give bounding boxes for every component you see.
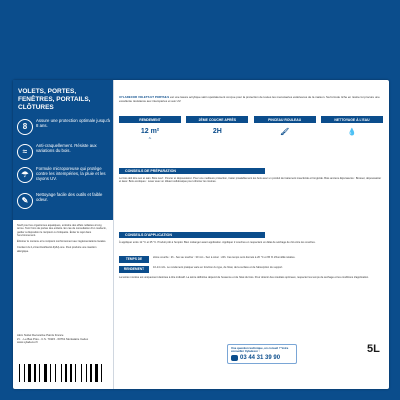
barcode-bar (41, 364, 43, 382)
yield-tab: RENDEMENT (119, 266, 149, 273)
intro-text: est une lasure acrylique satin spécialement conçue pour la protection de toutes les menuiseries extérieures de la maison. Sa formule riche en résine lui procure une excellente résistance aux intempéries et aux UV. (119, 95, 380, 103)
spec-row (119, 116, 383, 158)
benefit-text: Assure une protection optimale jusqu'à 8 ans. (36, 118, 110, 129)
spec-value: 12 m² (140, 128, 160, 135)
barcode-bar (88, 364, 89, 382)
drying-time-tab: TEMPS DE (119, 256, 149, 263)
drying-time-text: 2ème couche : 2h - Sec au toucher : 30 min - Sec à cœur : 24h. Ces temps sont donnés à 20 °C et 65 % d'humidité relative. (153, 256, 296, 259)
safety-paragraph: Contient du 1,2-benzisothiazol-3(2H)-one. Peut produire une réaction allergique. (17, 246, 97, 253)
spec-head: 2ÈME COUCHE APRÈS (186, 116, 248, 123)
barcode-bar (24, 364, 25, 382)
benefit-anti-crack (17, 143, 111, 161)
hotline-number: 03 44 31 39 90 (240, 355, 281, 361)
benefit-text: Nettoyage facile des outils et faible odeur. (36, 192, 103, 203)
product-intro (119, 96, 383, 103)
barcode-bar (83, 364, 85, 382)
spec-cleaning (321, 116, 383, 158)
barcode-bar (101, 364, 102, 382)
crack-icon: ≈ (17, 144, 33, 160)
benefit-protection (17, 118, 111, 136)
barcode-bar (75, 364, 76, 382)
spec-head: NETTOYAGE À L'EAU (321, 116, 383, 123)
barcode-bar (44, 364, 47, 382)
left-panel (13, 80, 114, 389)
product-usage-title: VOLETS, PORTES, FENÊTRES, PORTAILS, CLÔTURES (18, 88, 91, 111)
barcode-bar (50, 364, 51, 382)
right-panel (115, 80, 389, 389)
water-icon: 💧 (347, 129, 357, 136)
brush-roller-icon: 🖌 (280, 129, 290, 136)
prep-section-text: Le bois doit être sec et sain. Bois neuf : Poncer et dépoussiérer. Pour une meilleure protection, traiter préalablement les bois avec un produit de traitement insecticide et fongicide. Bois anciens déjà lasurés : Brosser, dépoussiérer et laver. Bois exotiques : Laver avec un diluant cellulosique pour éliminer les résines. (119, 177, 382, 184)
barcode-bar (103, 364, 105, 382)
benefit-microporous (17, 166, 111, 184)
barcode-bar (68, 364, 69, 382)
barcode-bar (61, 364, 62, 382)
barcode-bar (39, 364, 40, 382)
barcode-bar (55, 364, 56, 382)
product-label (13, 80, 389, 389)
spec-coverage (119, 116, 181, 158)
spec-head: PINCEAU ROULEAU (254, 116, 316, 123)
hotline-question: Une question technique, un conseil ? Votre conseiller Xyladecor : (231, 346, 289, 354)
company-address: Z.I. - Le Bas Prés - C.S. 70115 - 60761 Montataire Cedex (17, 336, 89, 341)
app-section-text: À appliquer entre 12 °C et 25 °C. Produit prêt à l'emploi. Bien mélanger avant application. Appliquer 2 couches en respectant un délai de séchage de 2H entre les couches. (119, 241, 316, 244)
note-text: La teinte montrée est uniquement destinée à titre indicatif. La teinte définitive dépend de l'essence et de l'état du bois. Pour obtenir des résultats optimaux, respecter les temps de séchage et les conditions d'application. (119, 276, 369, 279)
barcode-bar (34, 364, 36, 382)
spec-tools (254, 116, 316, 158)
safety-text (17, 224, 109, 256)
barcode-bar (57, 364, 60, 382)
app-section-title: CONSEILS D'APPLICATION (119, 232, 265, 238)
safety-paragraph: Éliminer le contenu et le récipient conformément aux réglementations locales. (17, 240, 107, 244)
spec-sub: /L (148, 136, 152, 140)
barcode-bar (86, 364, 87, 382)
weather-icon: ☂ (17, 167, 33, 183)
clock-icon: 2H (212, 128, 222, 135)
barcode-bar (65, 364, 67, 382)
barcode-bar (37, 364, 38, 382)
spec-head: RENDEMENT (119, 116, 181, 123)
benefit-cleaning (17, 192, 111, 210)
barcode-bar (93, 364, 94, 382)
barcode-bar (19, 364, 20, 382)
safety-paragraph: Nocif pour les organismes aquatiques, entraîne des effets néfastes à long terme. Tenir hors de portée des enfants. En cas de consultation d'un médecin, garder à disposition le récipient ou l'étiquette. Éviter le rejet dans l'environnement. (17, 224, 107, 237)
hero-banner (13, 80, 113, 220)
company-web: www.xyladecor.fr (17, 340, 38, 345)
benefit-text: Formule microporeuse qui protège contre les intempéries, la pluie et les rayons UV. (36, 166, 106, 182)
barcode-bar (32, 364, 33, 382)
barcode-bar (81, 364, 82, 382)
barcode-bar (90, 364, 92, 382)
spec-recoat (186, 116, 248, 158)
benefit-text: Anti-craquellement. Résiste aux variations du bois. (36, 143, 97, 154)
volume-label: 5L (367, 343, 380, 355)
barcode-bar (73, 364, 74, 382)
barcode-bar (63, 364, 64, 382)
barcode-bar (99, 364, 100, 382)
intro-brand: XYLADECOR VOLETS ET PORTAILS (119, 95, 170, 99)
barcode-bar (52, 364, 54, 382)
yield-text: 10-14 m²/L. Le rendement pratique varie en fonction du type, de l'état, de la surface et de l'absorption du support. (153, 266, 283, 269)
barcode-bar (26, 364, 27, 382)
phone-icon (231, 355, 238, 361)
barcode-bar (77, 364, 80, 382)
barcode-bar (21, 364, 23, 382)
hotline-box (227, 344, 297, 364)
barcode-bar (95, 364, 98, 382)
brush-icon: ✎ (17, 193, 33, 209)
manufacturer-block (17, 334, 109, 345)
barcode-bar (48, 364, 49, 382)
barcode (19, 364, 109, 382)
prep-section-title: CONSEILS DE PRÉPARATION (119, 168, 265, 174)
barcode-bar (28, 364, 31, 382)
barcode-bar (70, 364, 72, 382)
company-name: Akzo Nobel Decorative Paints France (17, 333, 64, 337)
shield-icon: 8 (17, 119, 33, 135)
